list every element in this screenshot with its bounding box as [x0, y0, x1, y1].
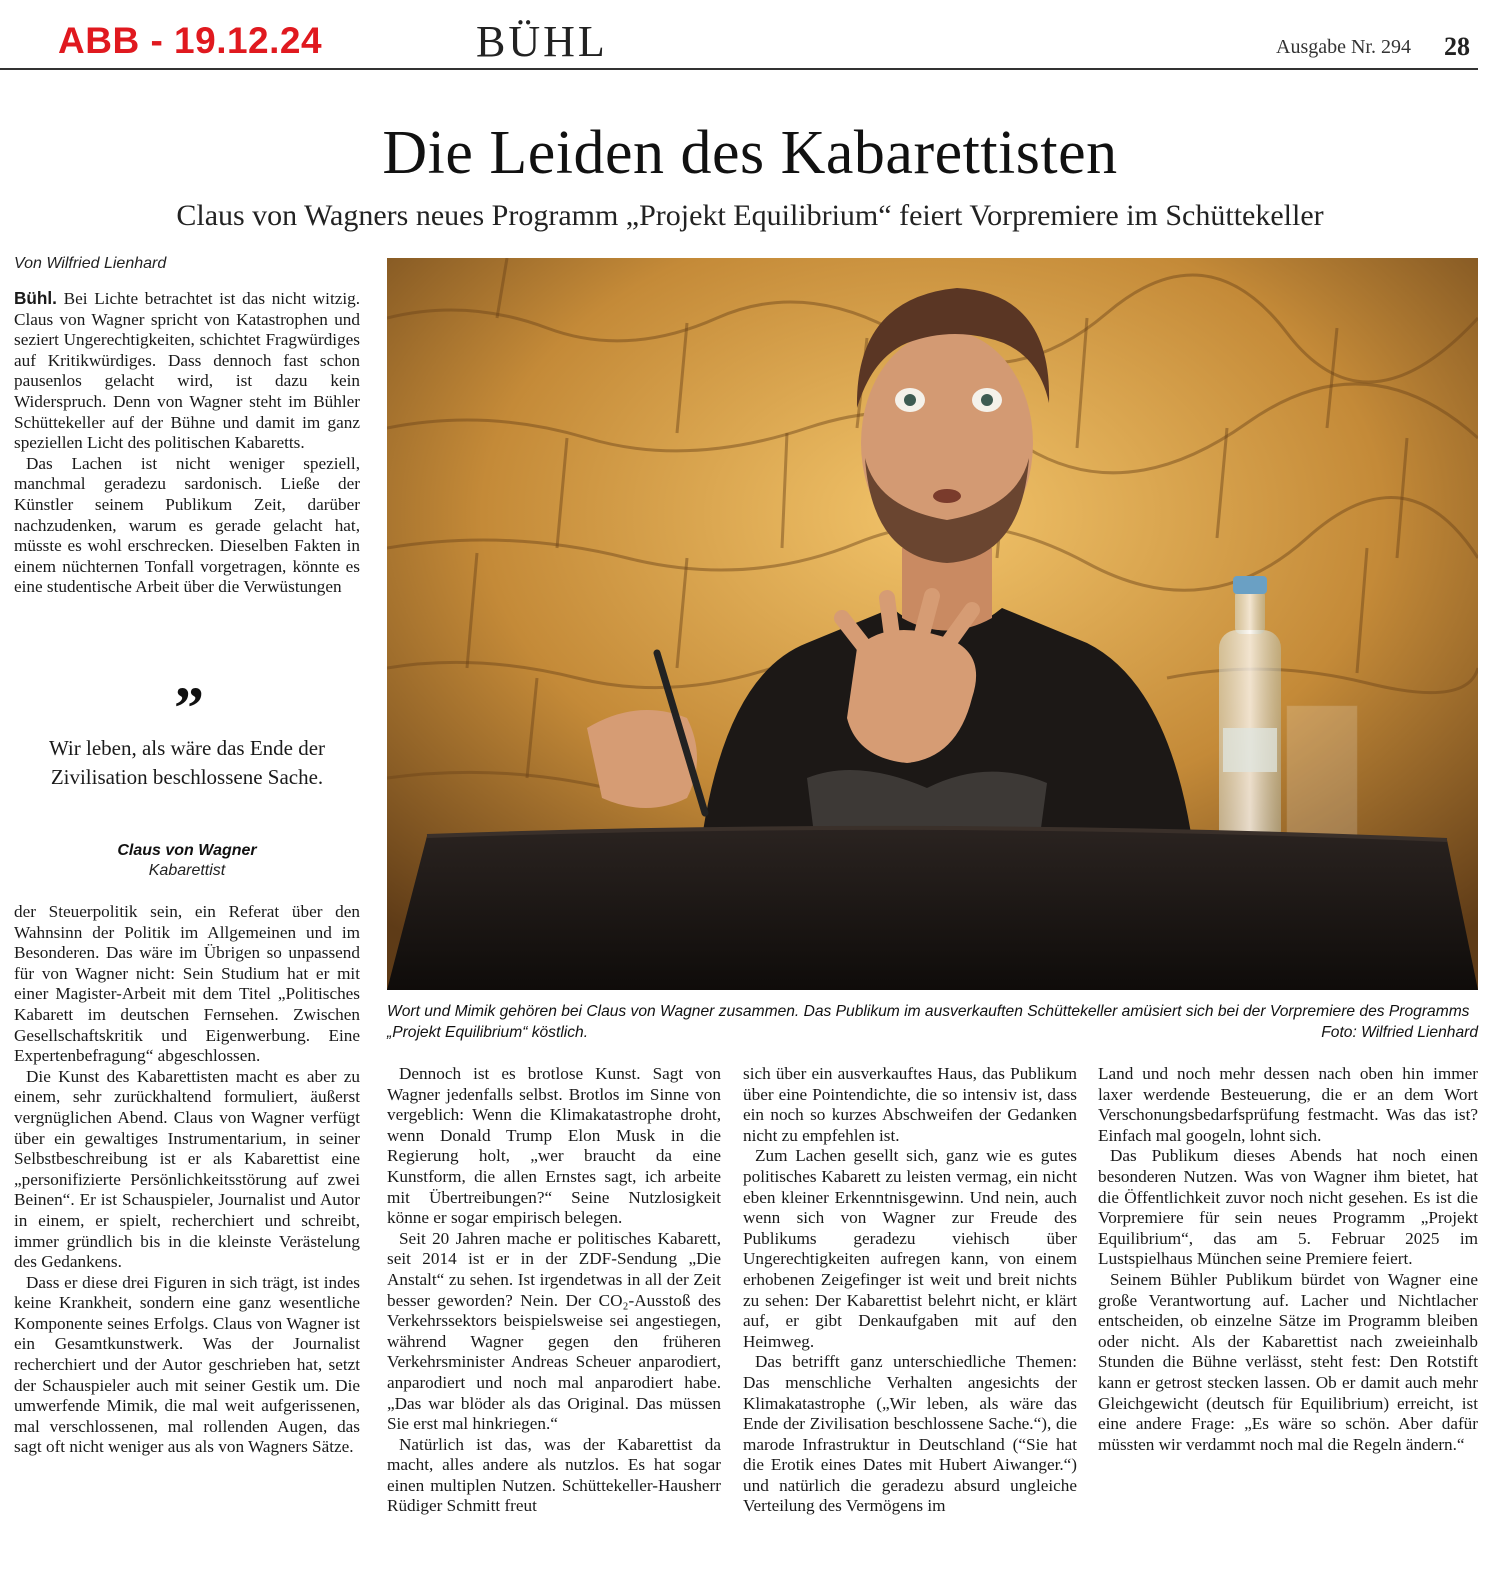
- article-photo: [387, 258, 1478, 990]
- quote-mark-icon: ”: [174, 675, 204, 741]
- paragraph: Das Publikum dieses Abends hat noch einen besonderen Nutzen. Was von Wagner ihm bietet, hat die Öffentlichkeit zuvor noch nicht gesehen. Es ist die Vorpremiere für sein neues Programm „Projekt Equilibrium“, das am 5. Februar 2025 im Lustspielhaus München seine Premiere feiert.: [1098, 1146, 1478, 1269]
- paragraph: Natürlich ist das, was der Kabarettist da macht, alles andere als nutzlos. Es hat sogar einen multiplen Nutzen. Schüttekeller-Hausherr Rüdiger Schmitt freut: [387, 1434, 721, 1516]
- header-rule: [0, 68, 1478, 70]
- paragraph: sich über ein ausverkauftes Haus, das Publikum über eine Pointendichte, die so intensiv ist, dass ein noch so kurzes Abschweifen der Gedanken nicht zu empfehlen ist.: [743, 1064, 1077, 1145]
- column-1-bottom: [14, 902, 360, 1458]
- paragraph: Die Kunst des Kabarettisten macht es aber zu einem, sehr zurückhaltend formuliert, äußerst vergnüglichen Abend. Claus von Wagner verfügt über ein gewaltiges Instrumentarium, in seiner Selbstbeschreibung ist er als Kabarettist eine „personifizierte Persönlichkeitsstörung auf zwei Beinen“. Er ist Schauspieler, Journalist und Autor in einem, er spielt, recherchiert und schreibt, immer gründlich bis in die kleinste Verästelung des Gedankens.: [14, 1066, 360, 1272]
- paragraph: Bühl. Bei Lichte betrachtet ist das nicht witzig. Claus von Wagner spricht von Katastrophen und seziert Ungerechtigkeiten, schichtet Fragwürdiges auf Kritikwürdiges. Dass dennoch fast schon pausenlos gelacht wird, ist dazu kein Widerspruch. Denn von Wagner steht im Bühler Schüttekeller auf der Bühne und damit im ganz speziellen Licht des politischen Kabaretts.: [14, 288, 361, 453]
- column-2: [387, 1064, 721, 1517]
- issue-number: Ausgabe Nr. 294: [1276, 36, 1411, 58]
- subheadline: Claus von Wagners neues Programm „Projekt Equilibrium“ feiert Vorpremiere im Schüttekeller: [176, 199, 1324, 232]
- pullquote-name: Claus von Wagner: [117, 842, 257, 859]
- caption-text: Wort und Mimik gehören bei Claus von Wagner zusammen. Das Publikum im ausverkauften Schüttekeller amüsiert sich bei der Vorpremiere des Programms „Projekt Equilibrium“ köstlich.: [387, 1003, 1470, 1041]
- author-byline: Von Wilfried Lienhard: [14, 255, 167, 272]
- section-title: BÜHL: [476, 17, 608, 66]
- page-header: [0, 0, 1500, 72]
- column-4: [1098, 1064, 1478, 1455]
- paragraph: Land und noch mehr dessen nach oben hin immer laxer werdende Besteuerung, die er an dem Wort Verschonungsbedarfsprüfung festmacht. Was das ist? Einfach mal googeln, lohnt sich.: [1098, 1064, 1478, 1145]
- column-3: [743, 1064, 1077, 1517]
- headline: Die Leiden des Kabarettisten: [382, 119, 1118, 187]
- paragraph: der Steuerpolitik sein, ein Referat über den Wahnsinn der Politik im Allgemeinen und im Besonderen. Das wäre im Übrigen so unpassend für von Wagner nicht: Sein Studium hat er mit einer Magister-Arbeit mit dem Titel „Politisches Kabarett im deutschen Fernsehen. Zwischen Gesellschaftskritik und Eigenwerbung. Eine Expertenbefragung“ abgeschlossen.: [14, 902, 360, 1066]
- performer-photo-illustration: [387, 258, 1478, 990]
- page-number: 28: [1444, 32, 1470, 61]
- column-1-top: [14, 288, 360, 598]
- paragraph: Zum Lachen gesellt sich, ganz wie es gutes politisches Kabarett zu leisten vermag, ein nicht eben kleiner Erkenntnisgewinn. Und nein, auch wenn sich von Wagner zur Freude des Publikums geradezu viehisch über Ungerechtigkeiten aufregen kann, von einem erhobenen Zeigefinger ist weit und breit nichts zu sehen: Der Kabarettist belehrt nicht, er klärt auf, er gibt Denkaufgaben mit auf den Heimweg.: [743, 1146, 1077, 1351]
- paragraph: Seit 20 Jahren mache er politisches Kabarett, seit 2014 ist er in der ZDF-Sendung „Die Anstalt“ zu sehen. Ist irgendetwas in all der Zeit besser geworden? Nein. Der CO₂-Ausstoß des Verkehrssektors beispielsweise sei angestiegen, während Wagner gegen den früheren Verkehrsminister Andreas Scheuer anparodiert, anparodiert und noch mal anparodiert habe. „Das war blöder als das Original. Das müssen Sie erst mal hinkriegen.“: [387, 1228, 721, 1434]
- photo-caption: [387, 1002, 1478, 1043]
- paragraph: Dass er diese drei Figuren in sich trägt, ist indes keine Krankheit, sondern eine ganz wesentliche Komponente seines Erfolgs. Claus von Wagner ist ein Gesamtkunstwerk. Was der Journalist recherchiert und der Autor geschrieben hat, setzt der Schauspieler auch mit seiner Gestik um. Die umwerfende Mimik, die mal weit aufgerissenen, mal verschlossenen, mal rollenden Augen, das sagt oft nicht weniger aus als von Wagners Sätze.: [14, 1272, 360, 1457]
- pullquote-text: Wir leben, als wäre das Ende der Zivilisation beschlossene Sache.: [48, 736, 326, 789]
- paragraph: Seinem Bühler Publikum bürdet von Wagner eine große Verantwortung auf. Lacher und Nichtlacher entscheiden, ob einzelne Sätze im Programm bleiben oder nicht. Als der Kabarettist nach zweieinhalb Stunden die Bühne verlässt, steht fest: Den Rotstift kann er getrost stecken lassen. Ob er damit auch mehr Gleichgewicht (deutsch für Equilibrium) erreicht, ist eine andere Frage: „Es wäre so schön. Aber dafür müssten wir verdammt noch mal die Regeln ändern.“: [1098, 1269, 1478, 1454]
- pullquote-role: Kabarettist: [148, 862, 226, 879]
- paragraph: Dennoch ist es brotlose Kunst. Sagt von Wagner jedenfalls selbst. Brotlos im Sinne von vergeblich: Wenn die Klimakatastrophe droht, wenn Donald Trump Elon Musk in die Regierung holt, „wer braucht da eine Kunstform, die allen Ernstes sagt, ich arbeite mit Übertreibungen?“ Seine Nutzlosigkeit könne er sogar empirisch belegen.: [387, 1064, 721, 1228]
- photo-credit: Foto: Wilfried Lienhard: [1321, 1023, 1478, 1041]
- archive-stamp: ABB - 19.12.24: [58, 20, 323, 61]
- dateline: Bühl.: [14, 288, 57, 308]
- paragraph: Das Lachen ist nicht weniger speziell, manchmal geradezu sardonisch. Ließe der Künstler seinem Publikum Zeit, darüber nachzudenken, warum es gerade gelacht hat, müsste es wohl erschrecken. Dieselben Fakten in einem nüchternen Tonfall vorgetragen, könnte es eine studentische Arbeit über die Verwüstungen: [14, 453, 360, 597]
- paragraph: Das betrifft ganz unterschiedliche Themen: Das menschliche Verhalten angesichts der Klimakatastrophe („Wir leben, als wäre das Ende der Zivilisation beschlossene Sache.“), die marode Infrastruktur in Deutschland (“Sie hat die Erotik eines Dates mit Hubert Aiwanger.“) und natürlich die geradezu absurd ungleiche Verteilung des Vermögens im: [743, 1352, 1077, 1516]
